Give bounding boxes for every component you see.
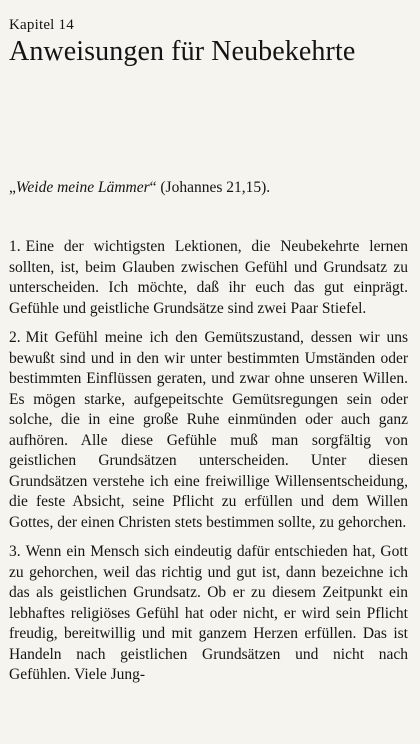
paragraph-number: 1.: [9, 238, 21, 255]
paragraph-text: Mit Gefühl meine ich den Gemütszustand, dessen wir uns bewußt sind und in den wir unter bestimmten Umständen oder bestimmten Einflüssen geraten, und zwar ohne unseren Willen. Es mögen starke, aufgepeitschte Gemütsregungen sein oder solche, die in eine große Ruhe einmünden oder auch ganz aufhören. Alle diese Gefühle muß man sorgfältig von geistlichen Grundsätzen unterscheiden. Unter diesen Grundsätzen verstehe ich eine freiwillige Willensentscheidung, die feste Absicht, seine Pflicht zu erfüllen und dem Willen Gottes, der einen Christen stets bestimmen sollte, zu gehorchen.: [9, 329, 408, 531]
paragraph-text: Wenn ein Mensch sich eindeutig dafür entschieden hat, Gott zu gehorchen, weil das richtig und gut ist, dann bezeichne ich das als geistlichen Grundsatz. Ob er zu diesem Zeitpunkt ein lebhaftes religiöses Gefühl hat oder nicht, er wird sein Pflicht freudig, bereitwillig und mit ganzem Herzen erfüllen. Das ist Handeln nach geistlichen Grundsätzen und nicht nach Gefühlen. Viele Jung-: [9, 543, 408, 683]
epigraph-open-quote: „: [9, 179, 16, 196]
epigraph-reference: (Johannes 21,15).: [156, 179, 271, 196]
paragraph-text: Eine der wichtigsten Lektionen, die Neubekehrte lernen sollten, ist, beim Glauben zwischen Gefühl und Grundsatz zu unterscheiden. Ich möchte, daß ihr euch das gut einprägt. Gefühle und geistliche Grundsätze sind zwei Paar Stiefel.: [9, 238, 408, 317]
paragraph-number: 2.: [9, 329, 21, 346]
paragraph-3: [9, 542, 408, 686]
epigraph-quote: Weide meine Lämmer: [15, 179, 150, 196]
chapter-title: Anweisungen für Neubekehrte: [9, 36, 356, 67]
paragraph-2: [9, 328, 408, 533]
paragraph-1: [9, 237, 408, 319]
epigraph: [9, 178, 408, 198]
chapter-label: Kapitel 14: [9, 17, 74, 33]
paragraph-number: 3.: [9, 543, 21, 560]
epigraph-close-quote: “: [149, 179, 157, 196]
